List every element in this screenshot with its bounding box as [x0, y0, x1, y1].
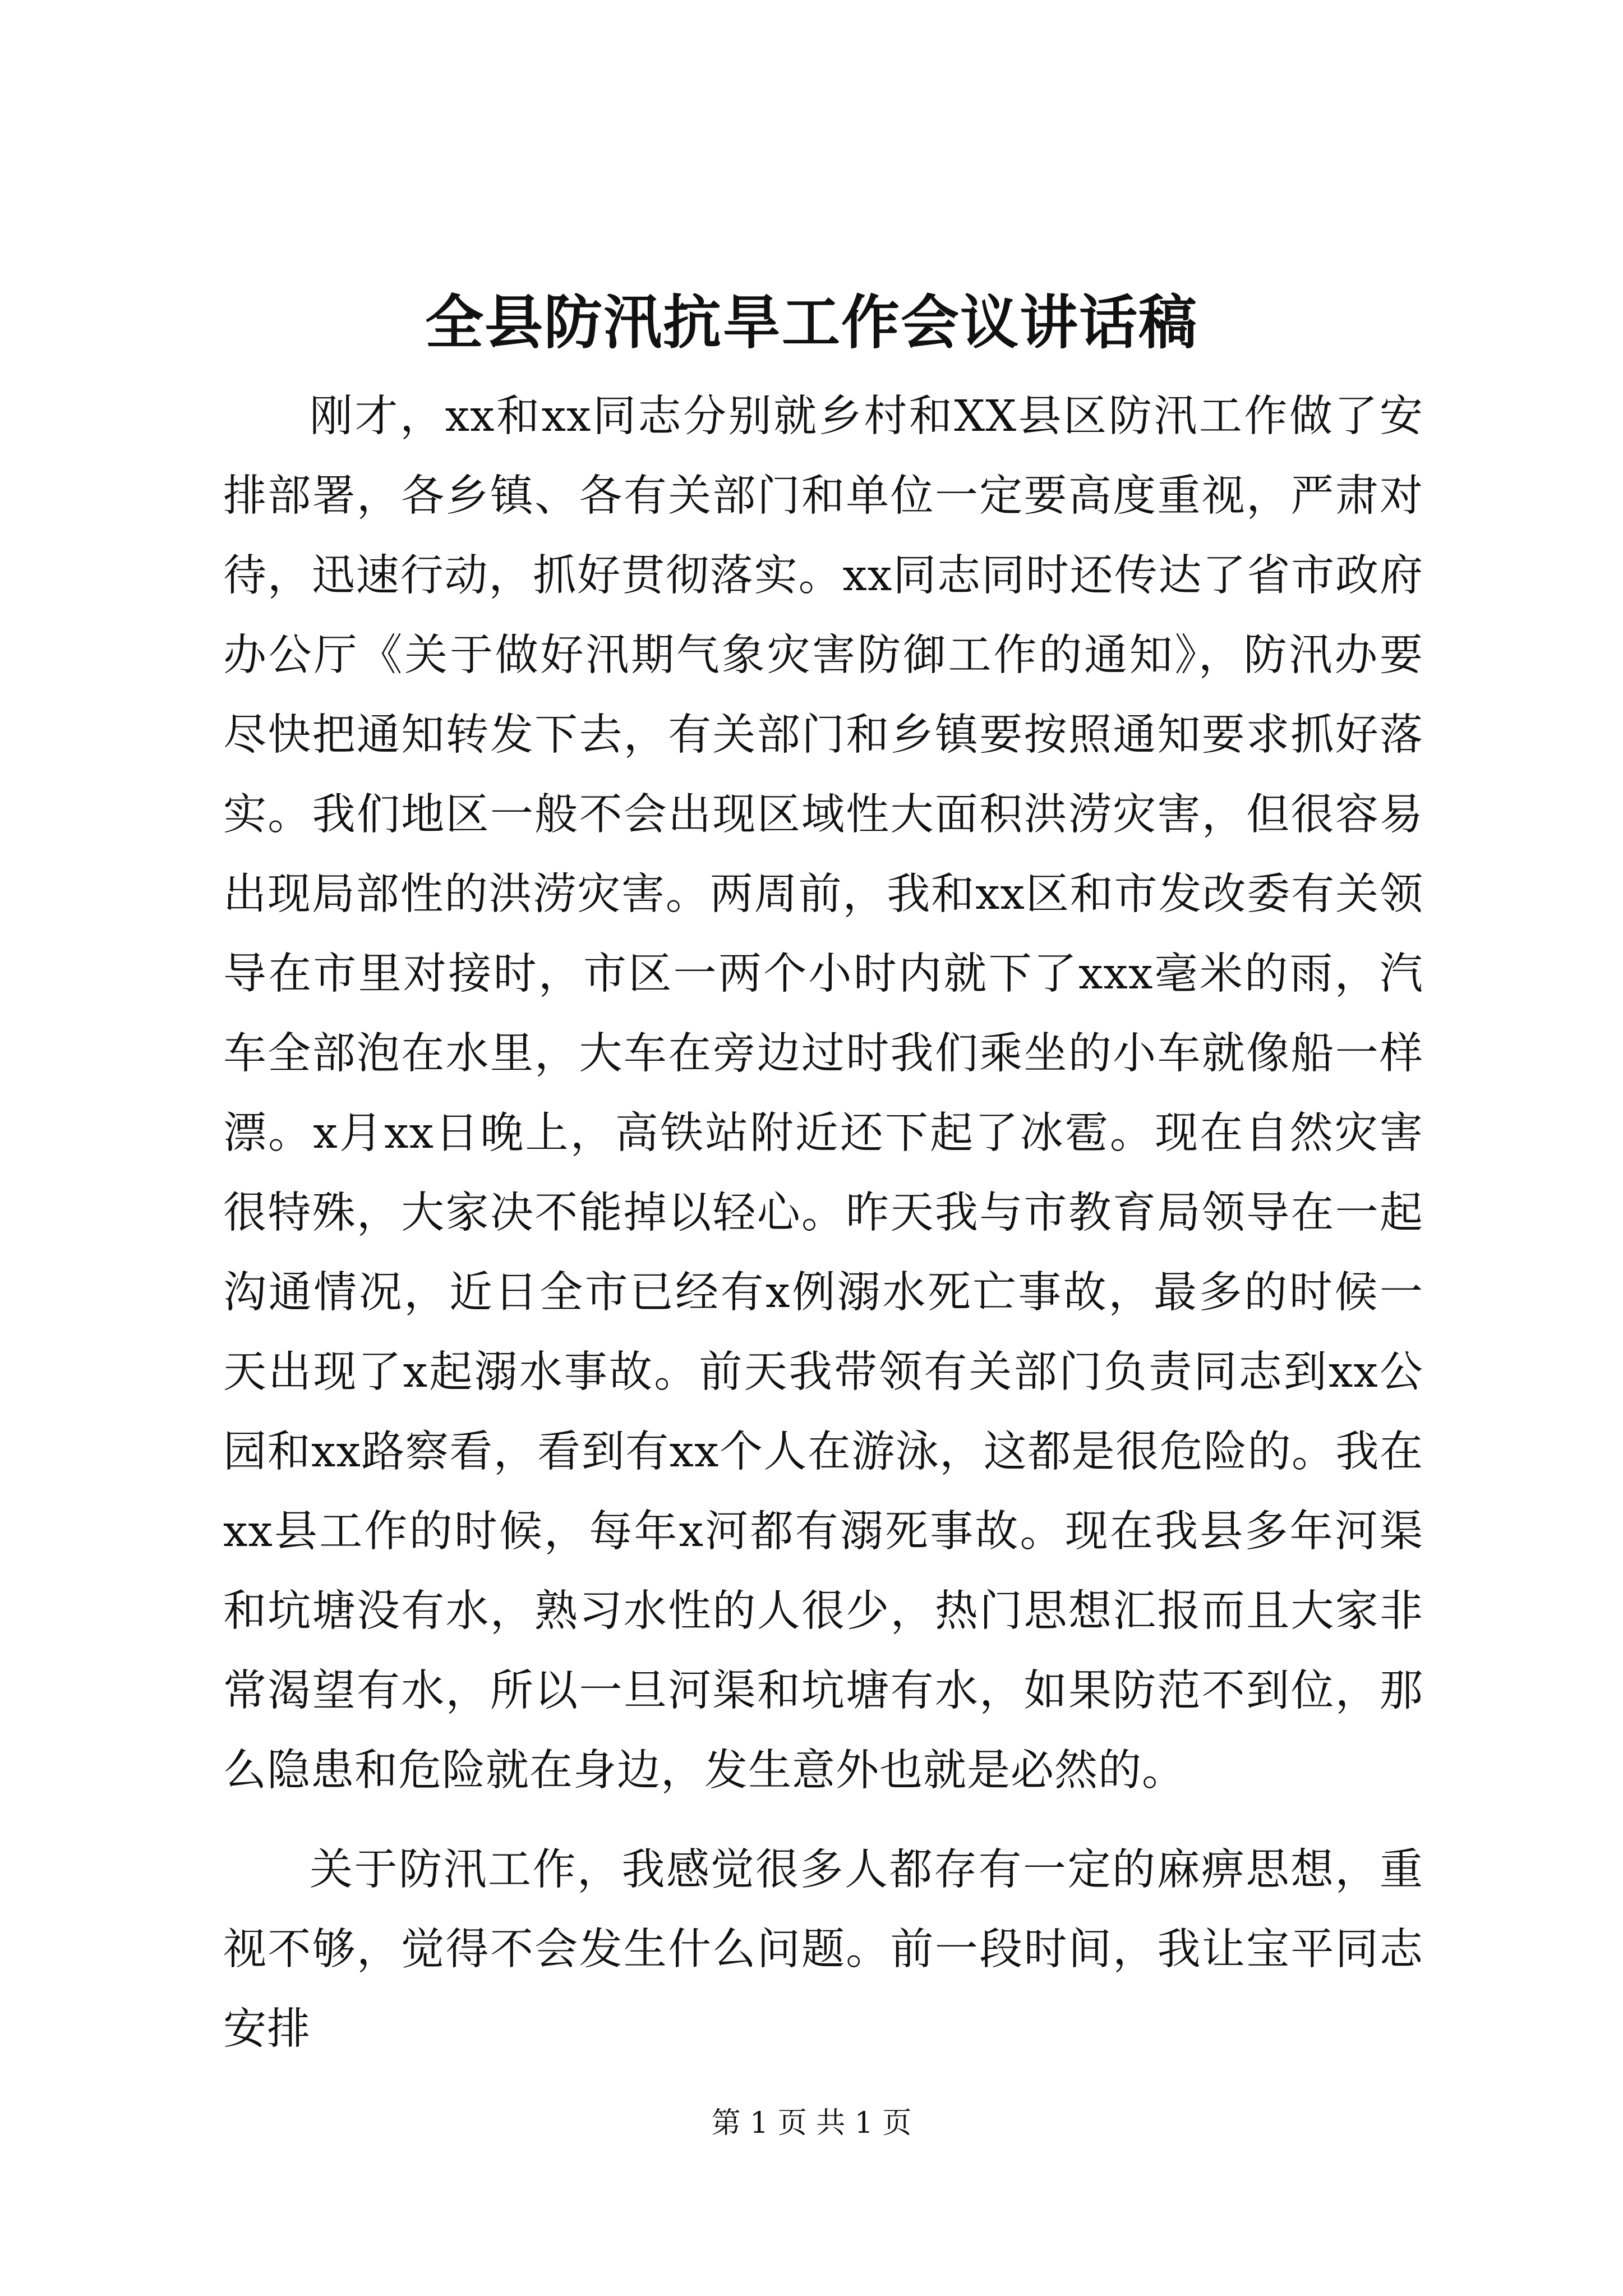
- document-title: 全县防汛抗旱工作会议讲话稿: [425, 288, 1198, 357]
- paragraph-2: 关于防汛工作，我感觉很多人都存有一定的麻痹思想，重视不够，觉得不会发生什么问题。前一段时间，我让宝平同志安排: [223, 1845, 1423, 2054]
- document-body: [223, 377, 1423, 2089]
- page-footer: 第 1 页 共 1 页: [711, 2106, 912, 2140]
- paragraph-1: 刚才，xx和xx同志分别就乡村和XX县区防汛工作做了安排部署，各乡镇、各有关部门和单位一定要高度重视，严肃对待，迅速行动，抓好贯彻落实。xx同志同时还传达了省市政府办公厅《关于做好汛期气象灾害防御工作的通知》，防汛办要尽快把通知转发下去，有关部门和乡镇要按照通知要求抓好落实。我们地区一般不会出现区域性大面积洪涝灾害，但很容易出现局部性的洪涝灾害。两周前，我和xx区和市发改委有关领导在市里对接时，市区一两个小时内就下了xxx毫米的雨，汽车全部泡在水里，大车在旁边过时我们乘坐的小车就像船一样漂。x月xx日晚上，高铁站附近还下起了冰雹。现在自然灾害很特殊，大家决不能掉以轻心。昨天我与市教育局领导在一起沟通情况，近日全市已经有x例溺水死亡事故，最多的时候一天出现了x起溺水事故。前天我带领有关部门负责同志到xx公园和xx路察看，看到有xx个人在游泳，这都是很危险的。我在xx县工作的时候，每年x河都有溺死事故。现在我县多年河渠和坑塘没有水，熟习水性的人很少，热门思想汇报而且大家非常渴望有水，所以一旦河渠和坑塘有水，如果防范不到位，那么隐患和危险就在身边，发生意外也就是必然的。: [223, 392, 1423, 1796]
